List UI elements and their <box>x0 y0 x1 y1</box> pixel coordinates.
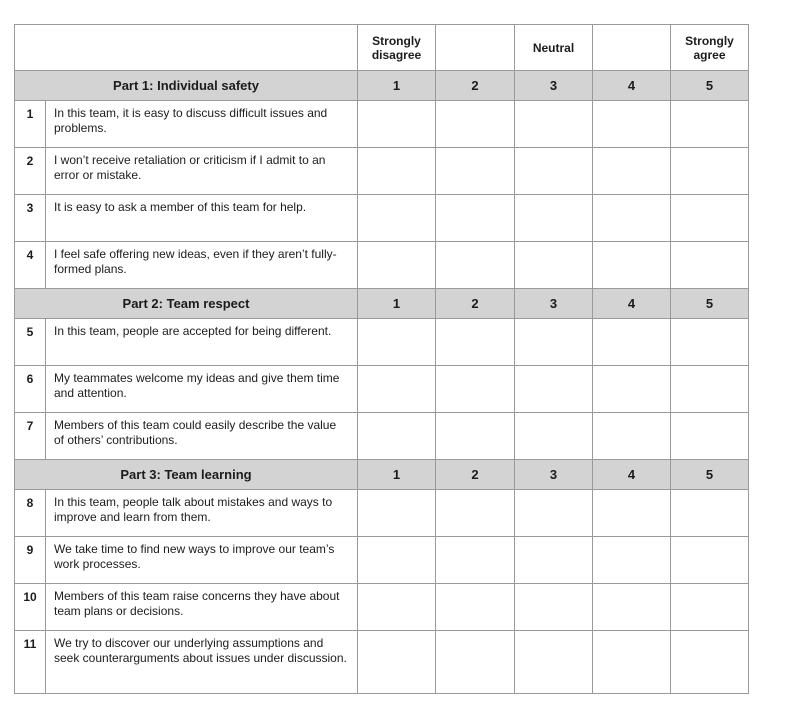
answer-cell[interactable] <box>593 319 671 366</box>
scale-value-2: 2 <box>436 460 515 490</box>
item-row-3 <box>15 195 749 242</box>
answer-cell[interactable] <box>593 101 671 148</box>
item-row-6 <box>15 366 749 413</box>
answer-cell[interactable] <box>515 148 593 195</box>
answer-cell[interactable] <box>671 537 749 584</box>
item-number: 9 <box>15 537 46 584</box>
answer-cell[interactable] <box>358 242 436 289</box>
scale-value-1: 1 <box>358 71 436 101</box>
answer-cell[interactable] <box>358 319 436 366</box>
answer-cell[interactable] <box>436 319 515 366</box>
answer-cell[interactable] <box>515 319 593 366</box>
item-row-9 <box>15 537 749 584</box>
item-statement: In this team, people are accepted for being different. <box>46 319 358 366</box>
item-row-2 <box>15 148 749 195</box>
scale-value-5: 5 <box>671 460 749 490</box>
answer-cell[interactable] <box>436 537 515 584</box>
item-row-1 <box>15 101 749 148</box>
answer-cell[interactable] <box>436 101 515 148</box>
item-number: 5 <box>15 319 46 366</box>
item-number: 1 <box>15 101 46 148</box>
answer-cell[interactable] <box>515 584 593 631</box>
item-number: 2 <box>15 148 46 195</box>
answer-cell[interactable] <box>671 101 749 148</box>
corner-cell <box>15 25 358 71</box>
answer-cell[interactable] <box>671 366 749 413</box>
item-row-5 <box>15 319 749 366</box>
item-statement: Members of this team could easily describe the value of others’ contributions. <box>46 413 358 460</box>
answer-cell[interactable] <box>593 584 671 631</box>
scale-value-4: 4 <box>593 71 671 101</box>
answer-cell[interactable] <box>671 413 749 460</box>
item-number: 10 <box>15 584 46 631</box>
scale-value-2: 2 <box>436 71 515 101</box>
answer-cell[interactable] <box>671 195 749 242</box>
answer-cell[interactable] <box>358 195 436 242</box>
scale-label-neutral: Neutral <box>515 25 593 71</box>
scale-value-4: 4 <box>593 289 671 319</box>
item-row-10 <box>15 584 749 631</box>
answer-cell[interactable] <box>593 490 671 537</box>
section-title: Part 2: Team respect <box>15 289 358 319</box>
scale-label-strongly-agree: Strongly agree <box>671 25 749 71</box>
answer-cell[interactable] <box>593 631 671 694</box>
answer-cell[interactable] <box>515 413 593 460</box>
answer-cell[interactable] <box>515 101 593 148</box>
item-number: 3 <box>15 195 46 242</box>
scale-label-blank-4 <box>593 25 671 71</box>
answer-cell[interactable] <box>515 537 593 584</box>
scale-value-1: 1 <box>358 460 436 490</box>
answer-cell[interactable] <box>671 490 749 537</box>
item-statement: It is easy to ask a member of this team for help. <box>46 195 358 242</box>
answer-cell[interactable] <box>671 148 749 195</box>
answer-cell[interactable] <box>515 195 593 242</box>
item-row-11 <box>15 631 749 694</box>
section-header-part-3 <box>15 460 749 490</box>
answer-cell[interactable] <box>436 584 515 631</box>
item-statement: We take time to find new ways to improve our team’s work processes. <box>46 537 358 584</box>
scale-value-2: 2 <box>436 289 515 319</box>
answer-cell[interactable] <box>358 101 436 148</box>
answer-cell[interactable] <box>358 537 436 584</box>
section-header-part-1 <box>15 71 749 101</box>
section-title: Part 3: Team learning <box>15 460 358 490</box>
item-row-7 <box>15 413 749 460</box>
answer-cell[interactable] <box>671 631 749 694</box>
answer-cell[interactable] <box>436 148 515 195</box>
scale-value-1: 1 <box>358 289 436 319</box>
item-number: 8 <box>15 490 46 537</box>
item-number: 11 <box>15 631 46 694</box>
item-statement: In this team, it is easy to discuss difficult issues and problems. <box>46 101 358 148</box>
item-statement: In this team, people talk about mistakes and ways to improve and learn from them. <box>46 490 358 537</box>
answer-cell[interactable] <box>436 631 515 694</box>
answer-cell[interactable] <box>436 242 515 289</box>
answer-cell[interactable] <box>515 366 593 413</box>
answer-cell[interactable] <box>436 490 515 537</box>
answer-cell[interactable] <box>593 148 671 195</box>
item-number: 4 <box>15 242 46 289</box>
item-number: 7 <box>15 413 46 460</box>
answer-cell[interactable] <box>515 490 593 537</box>
answer-cell[interactable] <box>358 413 436 460</box>
answer-cell[interactable] <box>515 242 593 289</box>
scale-label-strongly-disagree: Strongly disagree <box>358 25 436 71</box>
item-row-4 <box>15 242 749 289</box>
answer-cell[interactable] <box>358 490 436 537</box>
answer-cell[interactable] <box>358 584 436 631</box>
answer-cell[interactable] <box>358 631 436 694</box>
item-statement: I won’t receive retaliation or criticism if I admit to an error or mistake. <box>46 148 358 195</box>
scale-header-row <box>15 25 749 71</box>
scale-value-3: 3 <box>515 71 593 101</box>
answer-cell[interactable] <box>671 584 749 631</box>
answer-cell[interactable] <box>436 413 515 460</box>
section-title: Part 1: Individual safety <box>15 71 358 101</box>
answer-cell[interactable] <box>436 366 515 413</box>
scale-value-4: 4 <box>593 460 671 490</box>
answer-cell[interactable] <box>436 195 515 242</box>
answer-cell[interactable] <box>593 195 671 242</box>
scale-value-5: 5 <box>671 289 749 319</box>
scale-value-3: 3 <box>515 289 593 319</box>
item-row-8 <box>15 490 749 537</box>
answer-cell[interactable] <box>358 366 436 413</box>
item-statement: We try to discover our underlying assumptions and seek counterarguments about issues under discussion. <box>46 631 358 694</box>
item-statement: I feel safe offering new ideas, even if they aren’t fully-formed plans. <box>46 242 358 289</box>
item-statement: My teammates welcome my ideas and give them time and attention. <box>46 366 358 413</box>
item-number: 6 <box>15 366 46 413</box>
answer-cell[interactable] <box>671 319 749 366</box>
answer-cell[interactable] <box>593 366 671 413</box>
answer-cell[interactable] <box>593 537 671 584</box>
survey-table <box>14 24 749 694</box>
answer-cell[interactable] <box>671 242 749 289</box>
section-header-part-2 <box>15 289 749 319</box>
answer-cell[interactable] <box>593 242 671 289</box>
answer-cell[interactable] <box>515 631 593 694</box>
answer-cell[interactable] <box>358 148 436 195</box>
scale-value-5: 5 <box>671 71 749 101</box>
answer-cell[interactable] <box>593 413 671 460</box>
item-statement: Members of this team raise concerns they have about team plans or decisions. <box>46 584 358 631</box>
scale-value-3: 3 <box>515 460 593 490</box>
scale-label-blank-2 <box>436 25 515 71</box>
